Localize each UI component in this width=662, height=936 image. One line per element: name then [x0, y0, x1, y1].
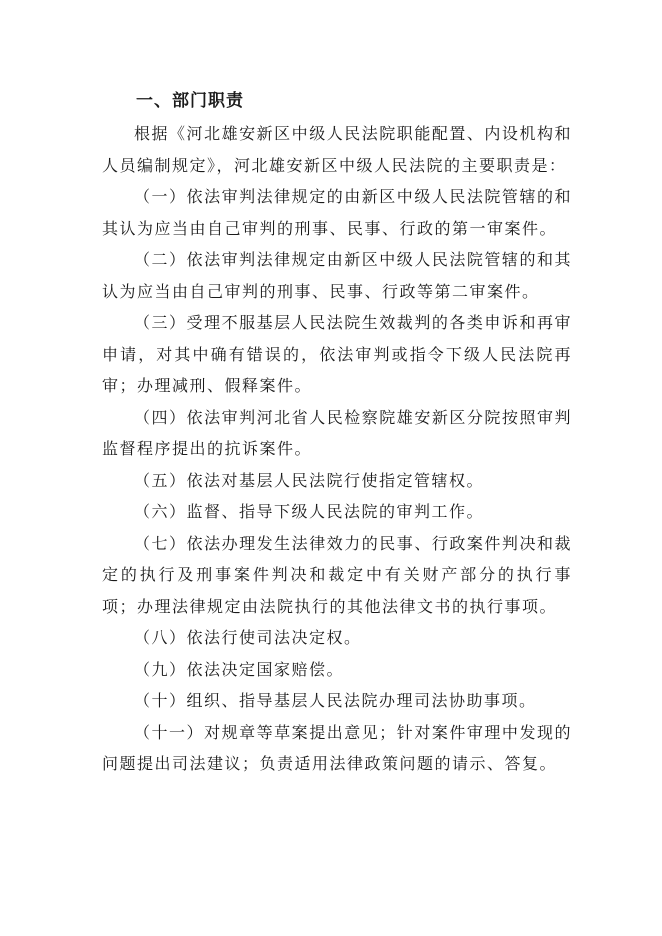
duty-item-2: （二）依法审判法律规定由新区中级人民法院管辖的和其认为应当由自己审判的刑事、民事、行政等第二审案件。 — [102, 250, 572, 301]
document-body — [102, 118, 572, 780]
duty-item-7: （七）依法办理发生法律效力的民事、行政案件判决和裁定的执行及刑事案件判决和裁定中有关财产部分的执行事项；办理法律规定由法院执行的其他法律文书的执行事项。 — [102, 533, 572, 616]
section-heading: 一、部门职责 — [136, 91, 244, 111]
duty-item-3: （三）受理不服基层人民法院生效裁判的各类申诉和再审申请，对其中确有错误的，依法审判或指令下级人民法院再审；办理减刑、假释案件。 — [102, 313, 572, 395]
duty-item-9: （九）依法决定国家赔偿。 — [134, 659, 345, 679]
duty-item-6: （六）监督、指导下级人民法院的审判工作。 — [134, 502, 485, 521]
duty-item-10: （十）组织、指导基层人民法院办理司法协助事项。 — [134, 691, 537, 710]
duty-item-11: （十一）对规章等草案提出意见；针对案件审理中发现的问题提出司法建议；负责适用法律政策问题的请示、答复。 — [102, 722, 572, 773]
duty-item-1: （一）依法审判法律规定的由新区中级人民法院管辖的和其认为应当由自己审判的刑事、民事、行政的第一审案件。 — [102, 187, 572, 238]
duty-item-8: （八）依法行使司法决定权。 — [134, 628, 362, 647]
duty-item-4: （四）依法审判河北省人民检察院雄安新区分院按照审判监督程序提出的抗诉案件。 — [102, 407, 572, 458]
intro-paragraph: 根据《河北雄安新区中级人民法院职能配置、内设机构和人员编制规定》，河北雄安新区中级人民法院的主要职责是： — [102, 124, 572, 175]
duty-item-5: （五）依法对基层人民法院行使指定管辖权。 — [134, 470, 485, 490]
